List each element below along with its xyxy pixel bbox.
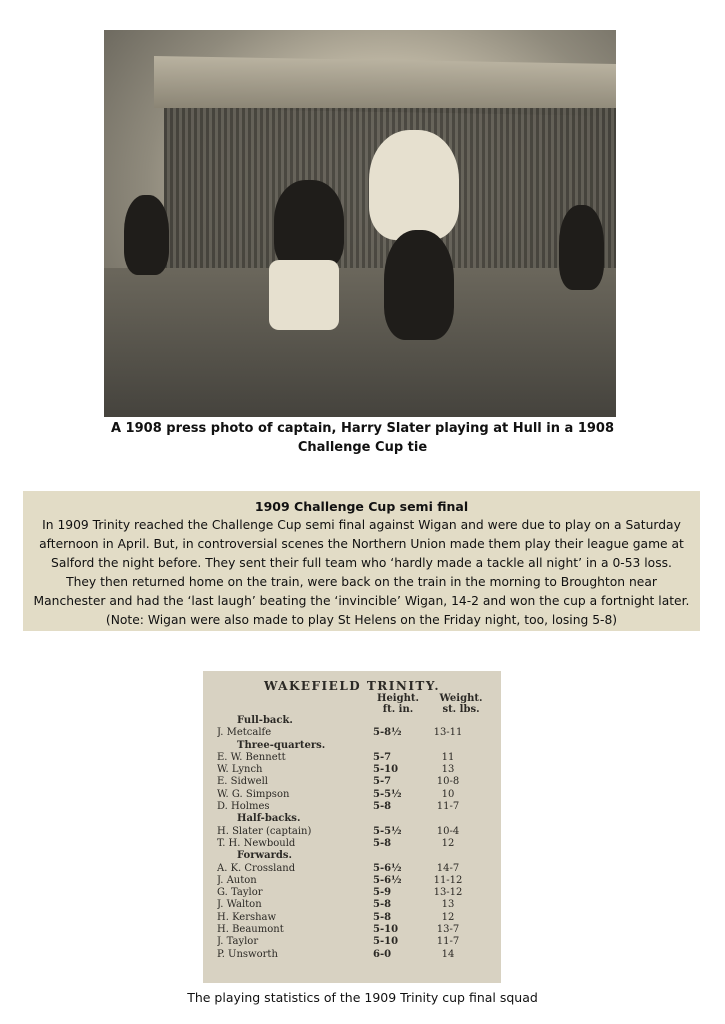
pitch-ground — [104, 268, 616, 417]
player-weight: 10-8 — [436, 776, 460, 788]
player-height: 5-10 — [373, 924, 399, 936]
player-weight: 12 — [441, 837, 455, 849]
player-height: 5-10 — [373, 764, 399, 776]
player-weight: 14 — [441, 948, 455, 960]
player-name: E. Sidwell — [217, 776, 268, 788]
player-weight: 13 — [441, 899, 455, 911]
player-right — [559, 205, 604, 290]
player-shorts — [269, 260, 339, 330]
player-row — [217, 899, 493, 911]
player-weight: 11-12 — [433, 874, 463, 886]
box-title: 1909 Challenge Cup semi final — [254, 499, 469, 514]
player-row — [217, 875, 493, 887]
player-height: 5-6½ — [373, 874, 402, 886]
photo-caption-line2: Challenge Cup tie — [297, 440, 428, 455]
player-height: 5-6½ — [373, 862, 402, 874]
player-name: J. Taylor — [217, 936, 259, 948]
player-name: G. Taylor — [217, 887, 263, 899]
player-height: 5-8 — [373, 801, 392, 813]
player-row — [217, 727, 493, 739]
player-name: H. Slater (captain) — [217, 825, 312, 837]
player-height: 5-9 — [373, 887, 392, 899]
player-row — [217, 863, 493, 875]
player-weight: 11 — [441, 751, 455, 763]
photo-caption — [90, 419, 635, 457]
position-group-label: Three-quarters. — [237, 739, 326, 751]
player-row — [217, 887, 493, 899]
player-name: D. Holmes — [217, 801, 270, 813]
player-light-shirt — [369, 130, 459, 240]
player-name: H. Beaumont — [217, 924, 284, 936]
player-weight: 12 — [441, 911, 455, 923]
player-row — [217, 826, 493, 838]
player-weight: 10 — [441, 788, 455, 800]
player-dark-shirt — [274, 180, 344, 270]
position-group-label: Full-back. — [237, 715, 293, 726]
player-height: 6-0 — [373, 948, 392, 960]
player-name: J. Auton — [217, 874, 257, 886]
player-name: P. Unsworth — [217, 948, 278, 960]
player-weight: 13-12 — [433, 887, 463, 899]
player-name: J. Metcalfe — [217, 727, 272, 739]
box-line: Salford the night before. They sent their full team who ‘hardly made a tackle all night’ in a 0-53 loss. — [51, 556, 672, 570]
player-weight: 13 — [441, 764, 455, 776]
semi-final-textbox — [23, 491, 700, 631]
height-header-units: ft. in. — [382, 704, 414, 715]
height-header-label: Height. — [377, 693, 419, 704]
player-height: 5-5½ — [373, 825, 402, 837]
player-height: 5-7 — [373, 751, 392, 763]
player-name: W. G. Simpson — [217, 788, 290, 800]
match-photo — [104, 30, 616, 417]
player-row — [217, 838, 493, 850]
player-dark-shorts — [384, 230, 454, 340]
height-column-header — [371, 693, 425, 715]
weight-header-units: st. lbs. — [442, 704, 480, 715]
player-row — [217, 752, 493, 764]
player-weight: 11-7 — [436, 801, 460, 813]
position-group-label: Half-backs. — [237, 813, 301, 825]
box-line: Manchester and had the ‘last laugh’ beating the ‘invincible’ Wigan, 14-2 and won the cup a fortnight later. — [33, 594, 690, 608]
player-row — [217, 801, 493, 813]
player-weight: 11-7 — [436, 936, 460, 948]
player-row — [217, 789, 493, 801]
position-group-label: Forwards. — [237, 850, 292, 862]
player-name: E. W. Bennett — [217, 751, 286, 763]
box-line: In 1909 Trinity reached the Challenge Cup semi final against Wigan and were due to play on a Saturday — [42, 518, 681, 532]
box-line: (Note: Wigan were also made to play St Helens on the Friday night, too, losing 5-8) — [105, 613, 618, 627]
player-height: 5-8½ — [373, 727, 402, 739]
player-weight: 14-7 — [436, 862, 460, 874]
player-height: 5-8 — [373, 911, 392, 923]
player-name: H. Kershaw — [217, 911, 277, 923]
player-row — [217, 936, 493, 948]
box-line: They then returned home on the train, were back on the train in the morning to Broughton near — [66, 575, 657, 589]
stats-rows — [217, 715, 493, 961]
player-weight: 13-7 — [436, 924, 460, 936]
weight-header-label: Weight. — [439, 693, 483, 704]
player-row — [217, 764, 493, 776]
weight-column-header — [431, 693, 491, 715]
player-height: 5-5½ — [373, 788, 402, 800]
photo-caption-line1: A 1908 press photo of captain, Harry Slater playing at Hull in a 1908 — [110, 421, 615, 436]
stats-caption: The playing statistics of the 1909 Trinity cup final squad — [187, 990, 538, 1005]
player-row — [217, 912, 493, 924]
player-row — [217, 924, 493, 936]
player-height: 5-8 — [373, 837, 392, 849]
player-height: 5-10 — [373, 936, 399, 948]
player-name: T. H. Newbould — [217, 837, 296, 849]
player-name: A. K. Crossland — [217, 862, 296, 874]
squad-statistics-clipping — [203, 671, 501, 983]
player-name: J. Walton — [217, 899, 262, 911]
player-height: 5-7 — [373, 776, 392, 788]
player-height: 5-8 — [373, 899, 392, 911]
player-name: W. Lynch — [217, 764, 263, 776]
player-left — [124, 195, 169, 275]
player-weight: 10-4 — [436, 825, 460, 837]
player-row — [217, 949, 493, 961]
player-row — [217, 776, 493, 788]
player-weight: 13-11 — [433, 727, 463, 739]
box-line: afternoon in April. But, in controversial scenes the Northern Union made them play their league game at — [39, 537, 684, 551]
stats-title: WAKEFIELD TRINITY. — [263, 679, 441, 693]
